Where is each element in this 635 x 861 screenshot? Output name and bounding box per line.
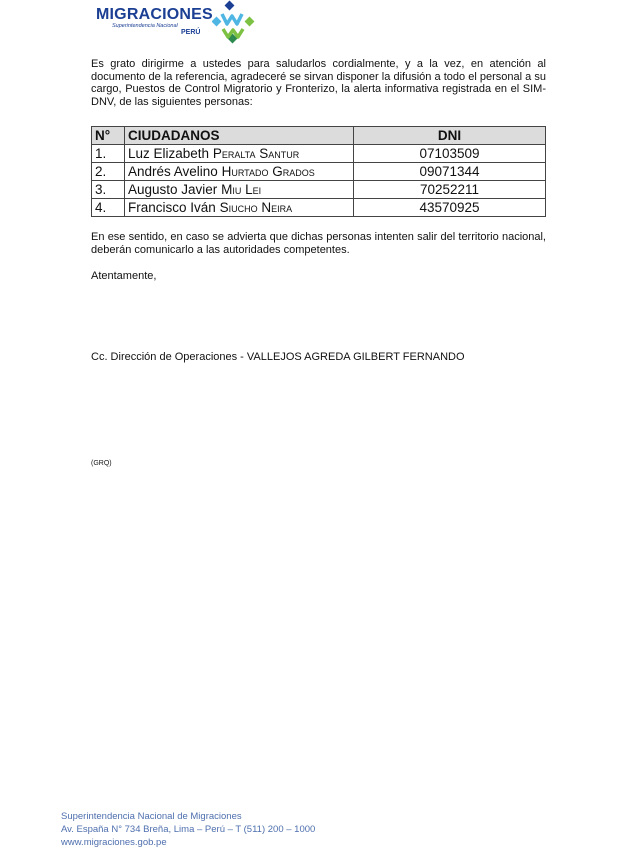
row-dni: 07103509: [354, 145, 546, 163]
row-dni: 70252211: [354, 181, 546, 199]
table-row: [92, 145, 546, 163]
author-initials: (GRQ): [91, 460, 112, 467]
footer-address: Av. España N° 734 Breña, Lima – Perú – T (511) 200 – 1000: [61, 824, 316, 835]
header-dni: DNI: [354, 127, 546, 145]
cc-line: Cc. Dirección de Operaciones - VALLEJOS AGREDA GILBERT FERNANDO: [91, 351, 465, 363]
row-number: 3.: [92, 181, 125, 199]
row-dni: 43570925: [354, 199, 546, 217]
row-number: 1.: [92, 145, 125, 163]
given-name: Francisco Iván: [128, 200, 216, 215]
row-citizen: [125, 181, 354, 199]
surname: Miu Lei: [221, 182, 262, 197]
given-name: Augusto Javier: [128, 182, 218, 197]
logo-mark-icon: [212, 0, 256, 46]
logo-subtitle: Superintendencia Nacional: [112, 23, 178, 29]
intro-paragraph: Es grato dirigirme a ustedes para saludarlos cordialmente, y a la vez, en atención al documento de la referencia, agradeceré se sirvan disponer la difusión a todo el personal a su cargo, Puestos de Control Migratorio y Fronterizo, la alerta informativa registrada en el SIM-DNV, de las siguientes personas:: [91, 58, 546, 108]
given-name: Andrés Avelino: [128, 164, 218, 179]
logo-country: PERÚ: [181, 29, 201, 36]
warning-paragraph: En ese sentido, en caso se advierta que dichas personas intenten salir del territorio nacional, deberán comunicarlo a las autoridades competentes.: [91, 231, 546, 256]
table-header-row: [92, 127, 546, 145]
row-citizen: [125, 163, 354, 181]
surname: Peralta Santur: [212, 146, 300, 161]
migraciones-logo: [96, 2, 266, 44]
row-number: 2.: [92, 163, 125, 181]
table-row: [92, 199, 546, 217]
footer-website: www.migraciones.gob.pe: [61, 837, 167, 848]
footer-institution: Superintendencia Nacional de Migraciones: [61, 811, 242, 822]
persons-table: [91, 126, 546, 217]
logo-wordmark: MIGRACIONES: [96, 6, 213, 23]
given-name: Luz Elizabeth: [128, 146, 210, 161]
header-citizens: CIUDADANOS: [125, 127, 354, 145]
table-row: [92, 181, 546, 199]
header-number: N°: [92, 127, 125, 145]
row-dni: 09071344: [354, 163, 546, 181]
page-footer: [61, 810, 315, 849]
closing-salutation: Atentamente,: [91, 270, 157, 282]
table-row: [92, 163, 546, 181]
row-number: 4.: [92, 199, 125, 217]
row-citizen: [125, 199, 354, 217]
surname: Hurtado Grados: [221, 164, 315, 179]
surname: Siucho Neira: [219, 200, 293, 215]
row-citizen: [125, 145, 354, 163]
